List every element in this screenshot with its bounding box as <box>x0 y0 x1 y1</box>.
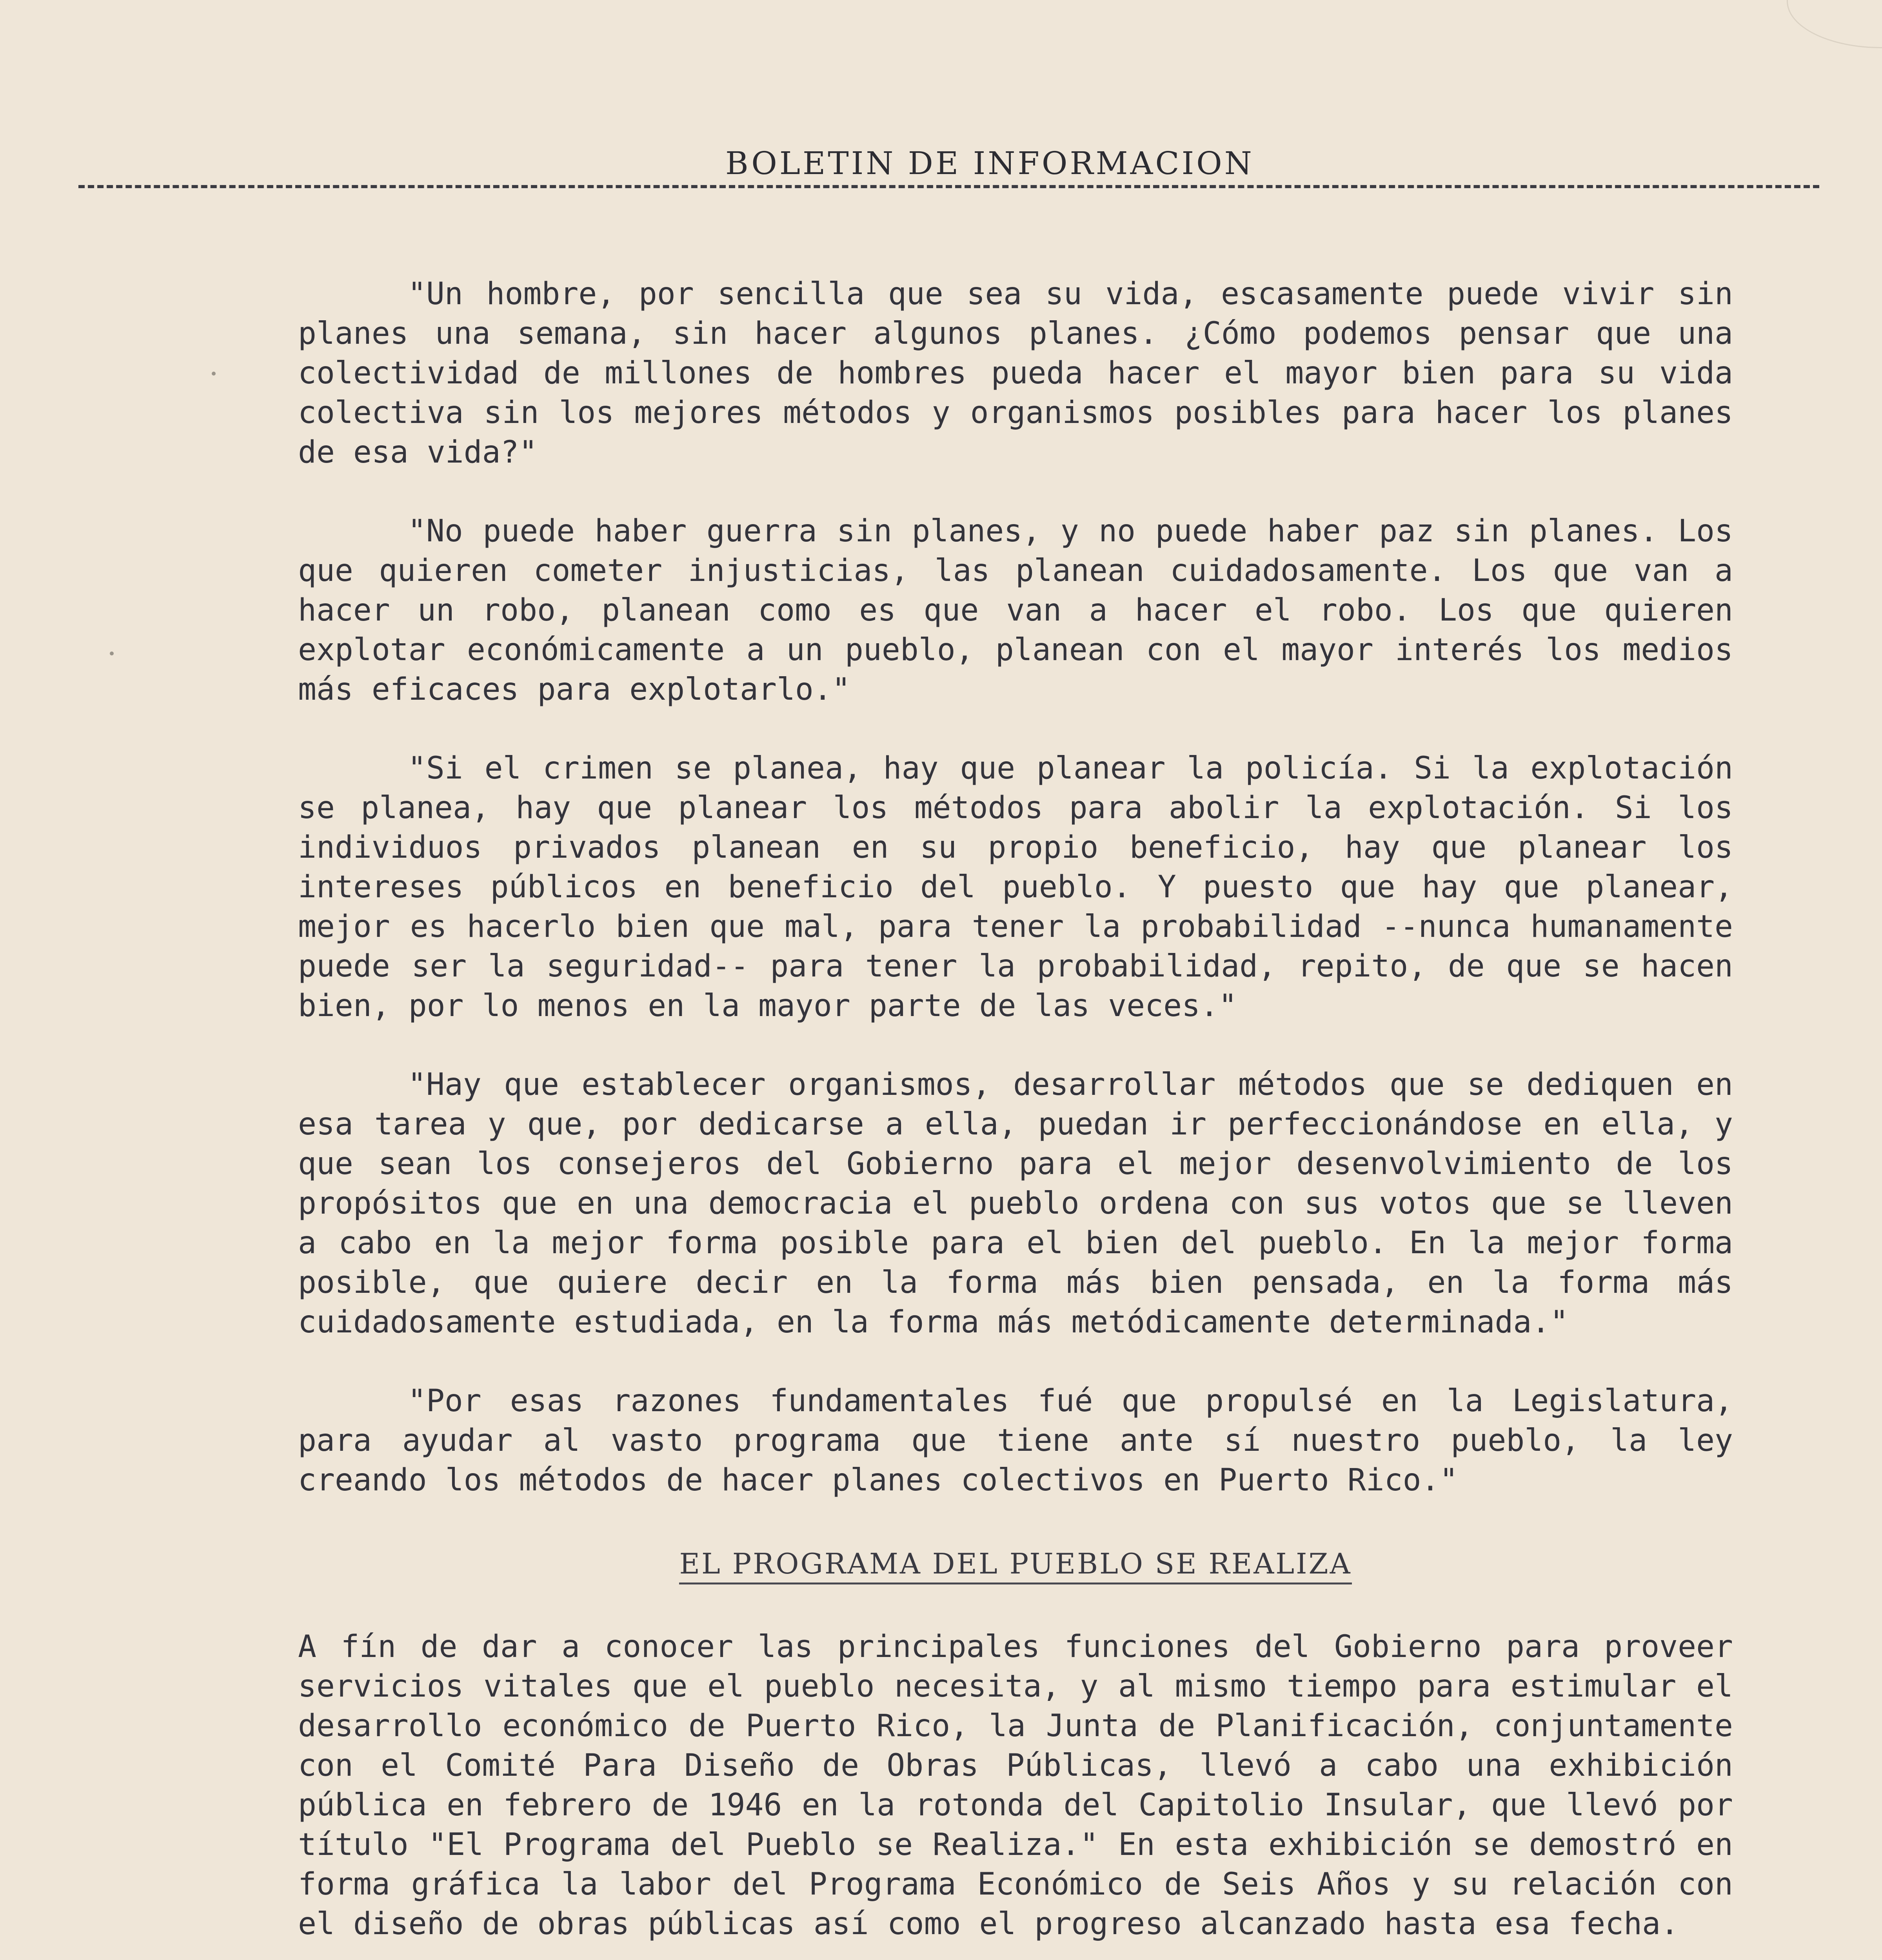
page-header <box>78 141 1819 192</box>
quote-paragraph-2: "No puede haber guerra sin planes, y no puede haber paz sin planes. Los que quieren cometer injusticias, las planean cuidadosamente. Los que van a hacer un robo, planean como es que van a hacer el robo. Los que quieren explotar económicamente a un pueblo, planean con el mayor interés los medios más eficaces para explotarlo." <box>298 514 1733 707</box>
quote-paragraph-3: "Si el crimen se planea, hay que planear la policía. Si la explotación se planea, hay que planear los métodos para abolir la explotación. Si los individuos privados planean en su propio beneficio, hay que planear los intereses públicos en beneficio del pueblo. Y puesto que hay que planear, mejor es hacerlo bien que mal, para tener la probabilidad --nunca humanamente puede ser la seguridad-- para tener la probabilidad, repito, de que se hacen bien, por lo menos en la mayor parte de las veces." <box>298 751 1733 1024</box>
section-heading-text: EL PROGRAMA DEL PUEBLO SE REALIZA <box>679 1547 1352 1584</box>
bulletin-title: BOLETIN DE INFORMACION <box>725 145 1254 181</box>
quote-paragraph-4: "Hay que establecer organismos, desarrollar métodos que se dediquen en esa tarea y que, por dedicarse a ella, puedan ir perfeccionándose en ella, y que sean los consejeros del Gobierno para el mejor desenvolvimiento de los propósitos que en una democracia el pueblo ordena con sus votos que se lleven a cabo en la mejor forma posible para el bien del pueblo. En la mejor forma posible, que quiere decir en la forma más bien pensada, en la forma más cuidadosamente estudiada, en la forma más metódicamente determinada." <box>298 1067 1733 1340</box>
section-paragraph-1: A fín de dar a conocer las principales funciones del Gobierno para proveer servicios vitales que el pueblo necesita, y al mismo tiempo para estimular el desarrollo económico de Puerto Rico, la Junta de Planificación, conjuntamente con el Comité Para Diseño de Obras Públicas, llevó a cabo una exhibición pública en febrero de 1946 en la rotonda del Capitolio Insular, que llevó por título "El Programa del Pueblo se Realiza." En esta exhibición se demostró en forma gráfica la labor del Programa Económico de Seis Años y su relación con el diseño de obras públicas así como el progreso alcanzado hasta esa fecha. <box>298 1629 1733 1942</box>
section-heading <box>298 1547 1733 1580</box>
header-rule <box>78 185 1819 188</box>
quote-paragraph-5: "Por esas razones fundamentales fué que propulsé en la Legislatura, para ayudar al vasto programa que tiene ante sí nuestro pueblo, la ley creando los métodos de hacer planes colectivos en Puerto Rico." <box>298 1383 1733 1498</box>
document-body <box>298 274 1733 1960</box>
margin-dot <box>212 372 216 376</box>
quote-paragraph-1: "Un hombre, por sencilla que sea su vida, escasamente puede vivir sin planes una semana, sin hacer algunos planes. ¿Cómo podemos pensar que una colectividad de millones de hombres pueda hacer el mayor bien para su vida colectiva sin los mejores métodos y organismos posibles para hacer los planes de esa vida?" <box>298 276 1733 470</box>
paper-fold-mark <box>1787 0 1882 48</box>
margin-dot <box>110 652 114 655</box>
